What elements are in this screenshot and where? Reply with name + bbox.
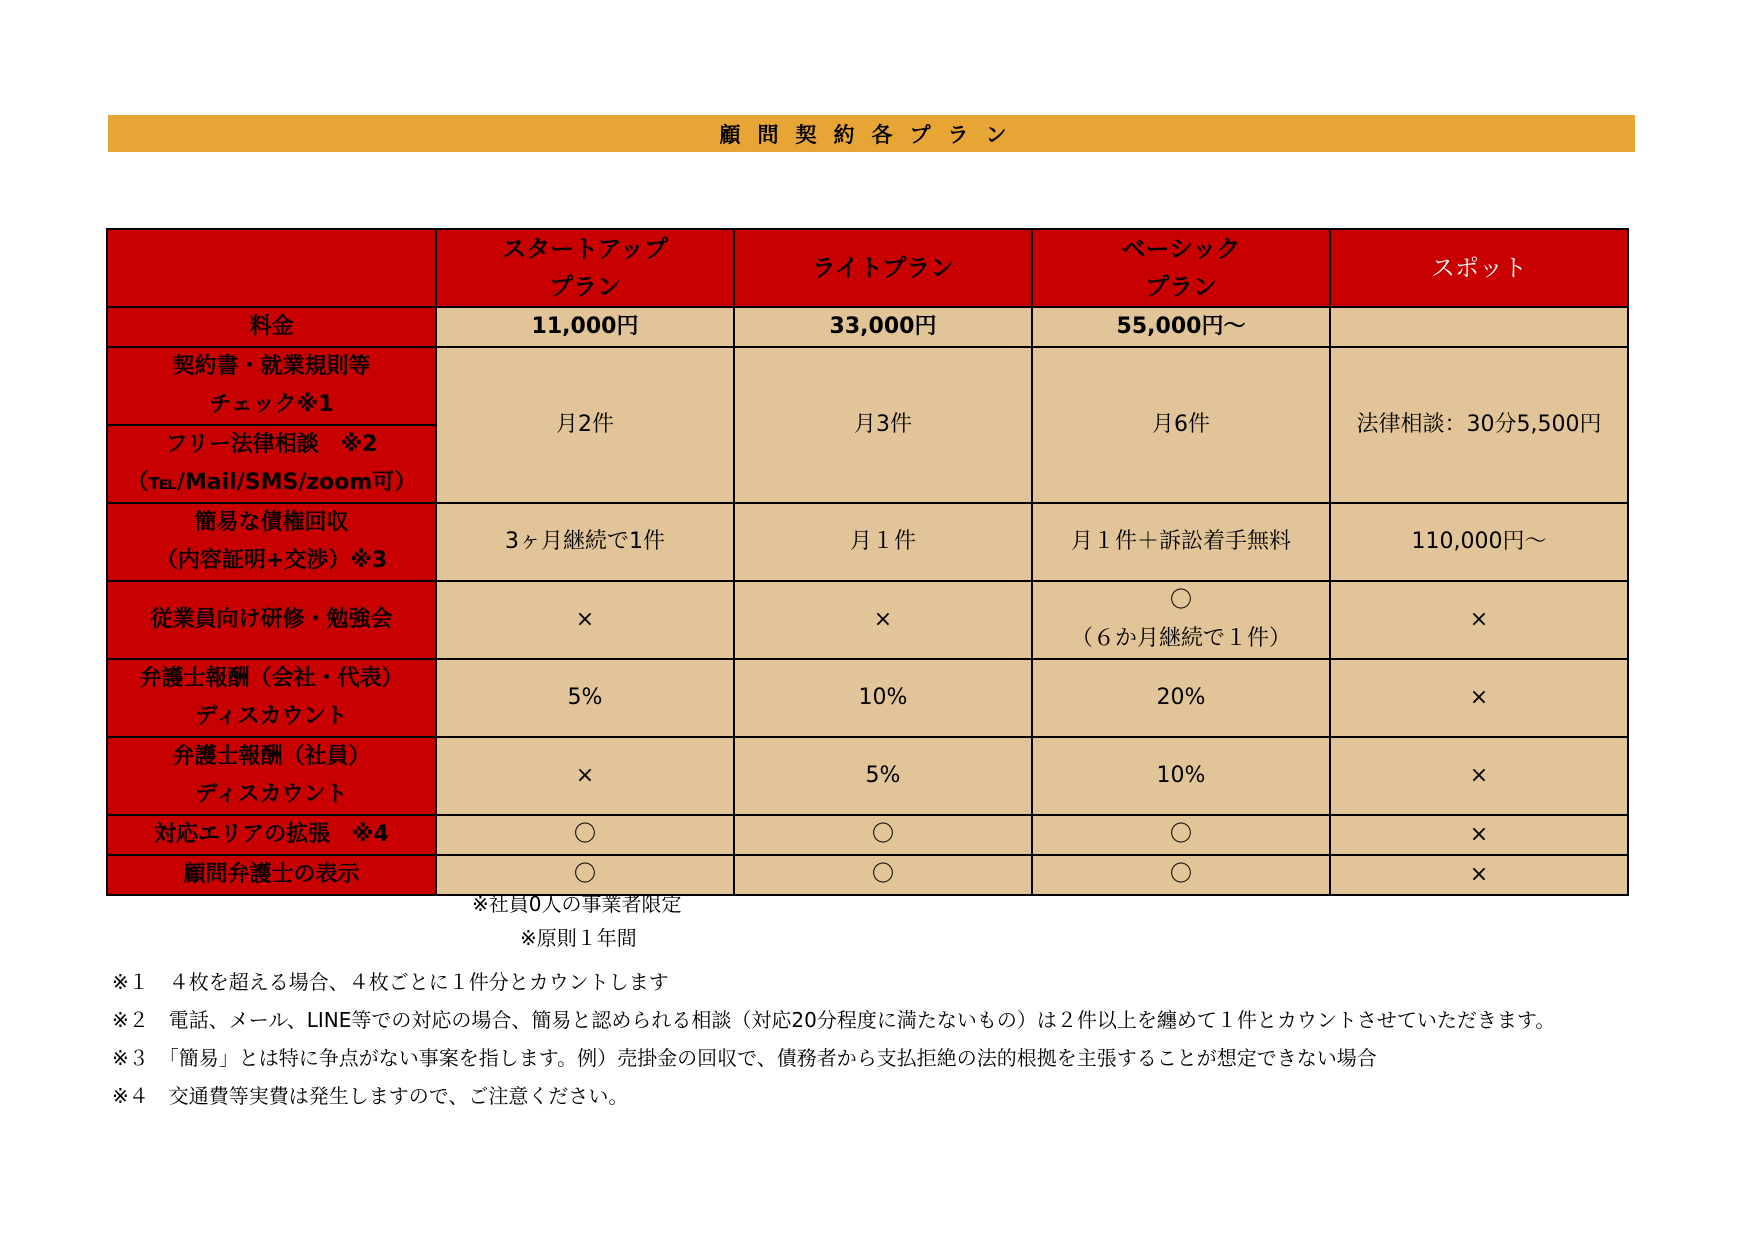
debt-basic: 月１件＋訴訟着手無料 — [1032, 503, 1330, 581]
training-startup: × — [436, 581, 734, 659]
debt-light: 月１件 — [734, 503, 1032, 581]
row-label-line: 簡易な債権回収 — [194, 510, 349, 535]
training-basic-mark: 〇 — [1169, 588, 1192, 613]
discount-company-basic: 20% — [1032, 659, 1330, 737]
plan-name-line: プラン — [1145, 273, 1217, 301]
row-label-line: フリー法律相談 ※2 — [165, 432, 378, 457]
page-title: 顧問契約各プラン — [719, 122, 1024, 147]
consult-basic: 月6件 — [1032, 347, 1330, 503]
startup-note: ※原則１年間 — [520, 926, 637, 950]
area-basic: 〇 — [1032, 815, 1330, 855]
fee-spot — [1330, 307, 1628, 347]
row-label-area: 対応エリアの拡張 ※4 — [107, 815, 436, 855]
discount-company-startup: 5% — [436, 659, 734, 737]
plan-comparison-table — [106, 228, 1629, 896]
row-label-discount-company — [107, 659, 436, 737]
plan-name-line: プラン — [549, 273, 621, 301]
row-label-free-consult — [107, 425, 436, 503]
display-basic: 〇 — [1032, 855, 1330, 895]
training-light: × — [734, 581, 1032, 659]
area-light: 〇 — [734, 815, 1032, 855]
area-spot: × — [1330, 815, 1628, 855]
header-empty-cell — [107, 229, 436, 307]
training-basic — [1032, 581, 1330, 659]
debt-startup: 3ヶ月継続で1件 — [436, 503, 734, 581]
display-light: 〇 — [734, 855, 1032, 895]
table-row — [107, 503, 1628, 581]
row-label-debt — [107, 503, 436, 581]
discount-company-light: 10% — [734, 659, 1032, 737]
discount-staff-basic: 10% — [1032, 737, 1330, 815]
table-row — [107, 737, 1628, 815]
row-label-contract-check — [107, 347, 436, 425]
row-label-line: 弁護士報酬（社員） — [172, 744, 371, 769]
table-row — [107, 581, 1628, 659]
table-row — [107, 347, 1628, 425]
title-bar — [108, 115, 1635, 152]
table-row — [107, 815, 1628, 855]
plan-header-light: ライトプラン — [734, 229, 1032, 307]
training-spot: × — [1330, 581, 1628, 659]
plan-header-startup — [436, 229, 734, 307]
area-startup: 〇 — [436, 815, 734, 855]
fee-basic: 55,000円〜 — [1032, 307, 1330, 347]
debt-spot: 110,000円〜 — [1330, 503, 1628, 581]
fee-startup: 11,000円 — [436, 307, 734, 347]
row-label-line: 弁護士報酬（会社・代表） — [139, 666, 404, 691]
row-label-discount-staff — [107, 737, 436, 815]
display-startup: 〇 — [436, 855, 734, 895]
row-label-display: 顧問弁護士の表示 — [107, 855, 436, 895]
table-row — [107, 659, 1628, 737]
row-label-training: 従業員向け研修・勉強会 — [107, 581, 436, 659]
table-row — [107, 855, 1628, 895]
fee-light: 33,000円 — [734, 307, 1032, 347]
row-label-fee: 料金 — [107, 307, 436, 347]
discount-staff-light: 5% — [734, 737, 1032, 815]
consult-light: 月3件 — [734, 347, 1032, 503]
row-label-line: （内容証明+交渉）※3 — [155, 548, 388, 573]
discount-staff-spot: × — [1330, 737, 1628, 815]
footnote: ※３ 「簡易」とは特に争点がない事案を指します。例）売掛金の回収で、債務者から支払拒絶の法的根拠を主張することが想定できない場合 — [112, 1046, 1377, 1070]
plan-name-line: ベーシック — [1121, 235, 1241, 263]
consult-spot: 法律相談：30分5,500円 — [1330, 347, 1628, 503]
row-label-line: （℡/Mail/SMS/zoom可） — [126, 470, 417, 495]
discount-company-spot: × — [1330, 659, 1628, 737]
discount-staff-startup: × — [436, 737, 734, 815]
training-basic-note: （６か月継続で１件） — [1070, 626, 1291, 651]
row-label-line: ディスカウント — [195, 704, 348, 729]
startup-note: ※社員0人の事業者限定 — [472, 892, 682, 916]
plan-name-line: スタートアップ — [502, 235, 668, 263]
plan-header-basic — [1032, 229, 1330, 307]
plan-header-spot: スポット — [1330, 229, 1628, 307]
row-label-line: 契約書・就業規則等 — [172, 354, 371, 379]
footnote: ※２ 電話、メール、LINE等での対応の場合、簡易と認められる相談（対応20分程度に満たないもの）は２件以上を纏めて１件とカウントさせていただきます。 — [112, 1008, 1556, 1032]
row-label-line: ディスカウント — [195, 782, 348, 807]
table-row — [107, 307, 1628, 347]
display-spot: × — [1330, 855, 1628, 895]
footnote: ※４ 交通費等実費は発生しますので、ご注意ください。 — [112, 1084, 629, 1108]
table-header-row — [107, 229, 1628, 307]
row-label-line: チェック※1 — [209, 392, 334, 417]
footnote: ※１ ４枚を超える場合、４枚ごとに１件分とカウントします — [112, 970, 669, 994]
consult-startup: 月2件 — [436, 347, 734, 503]
